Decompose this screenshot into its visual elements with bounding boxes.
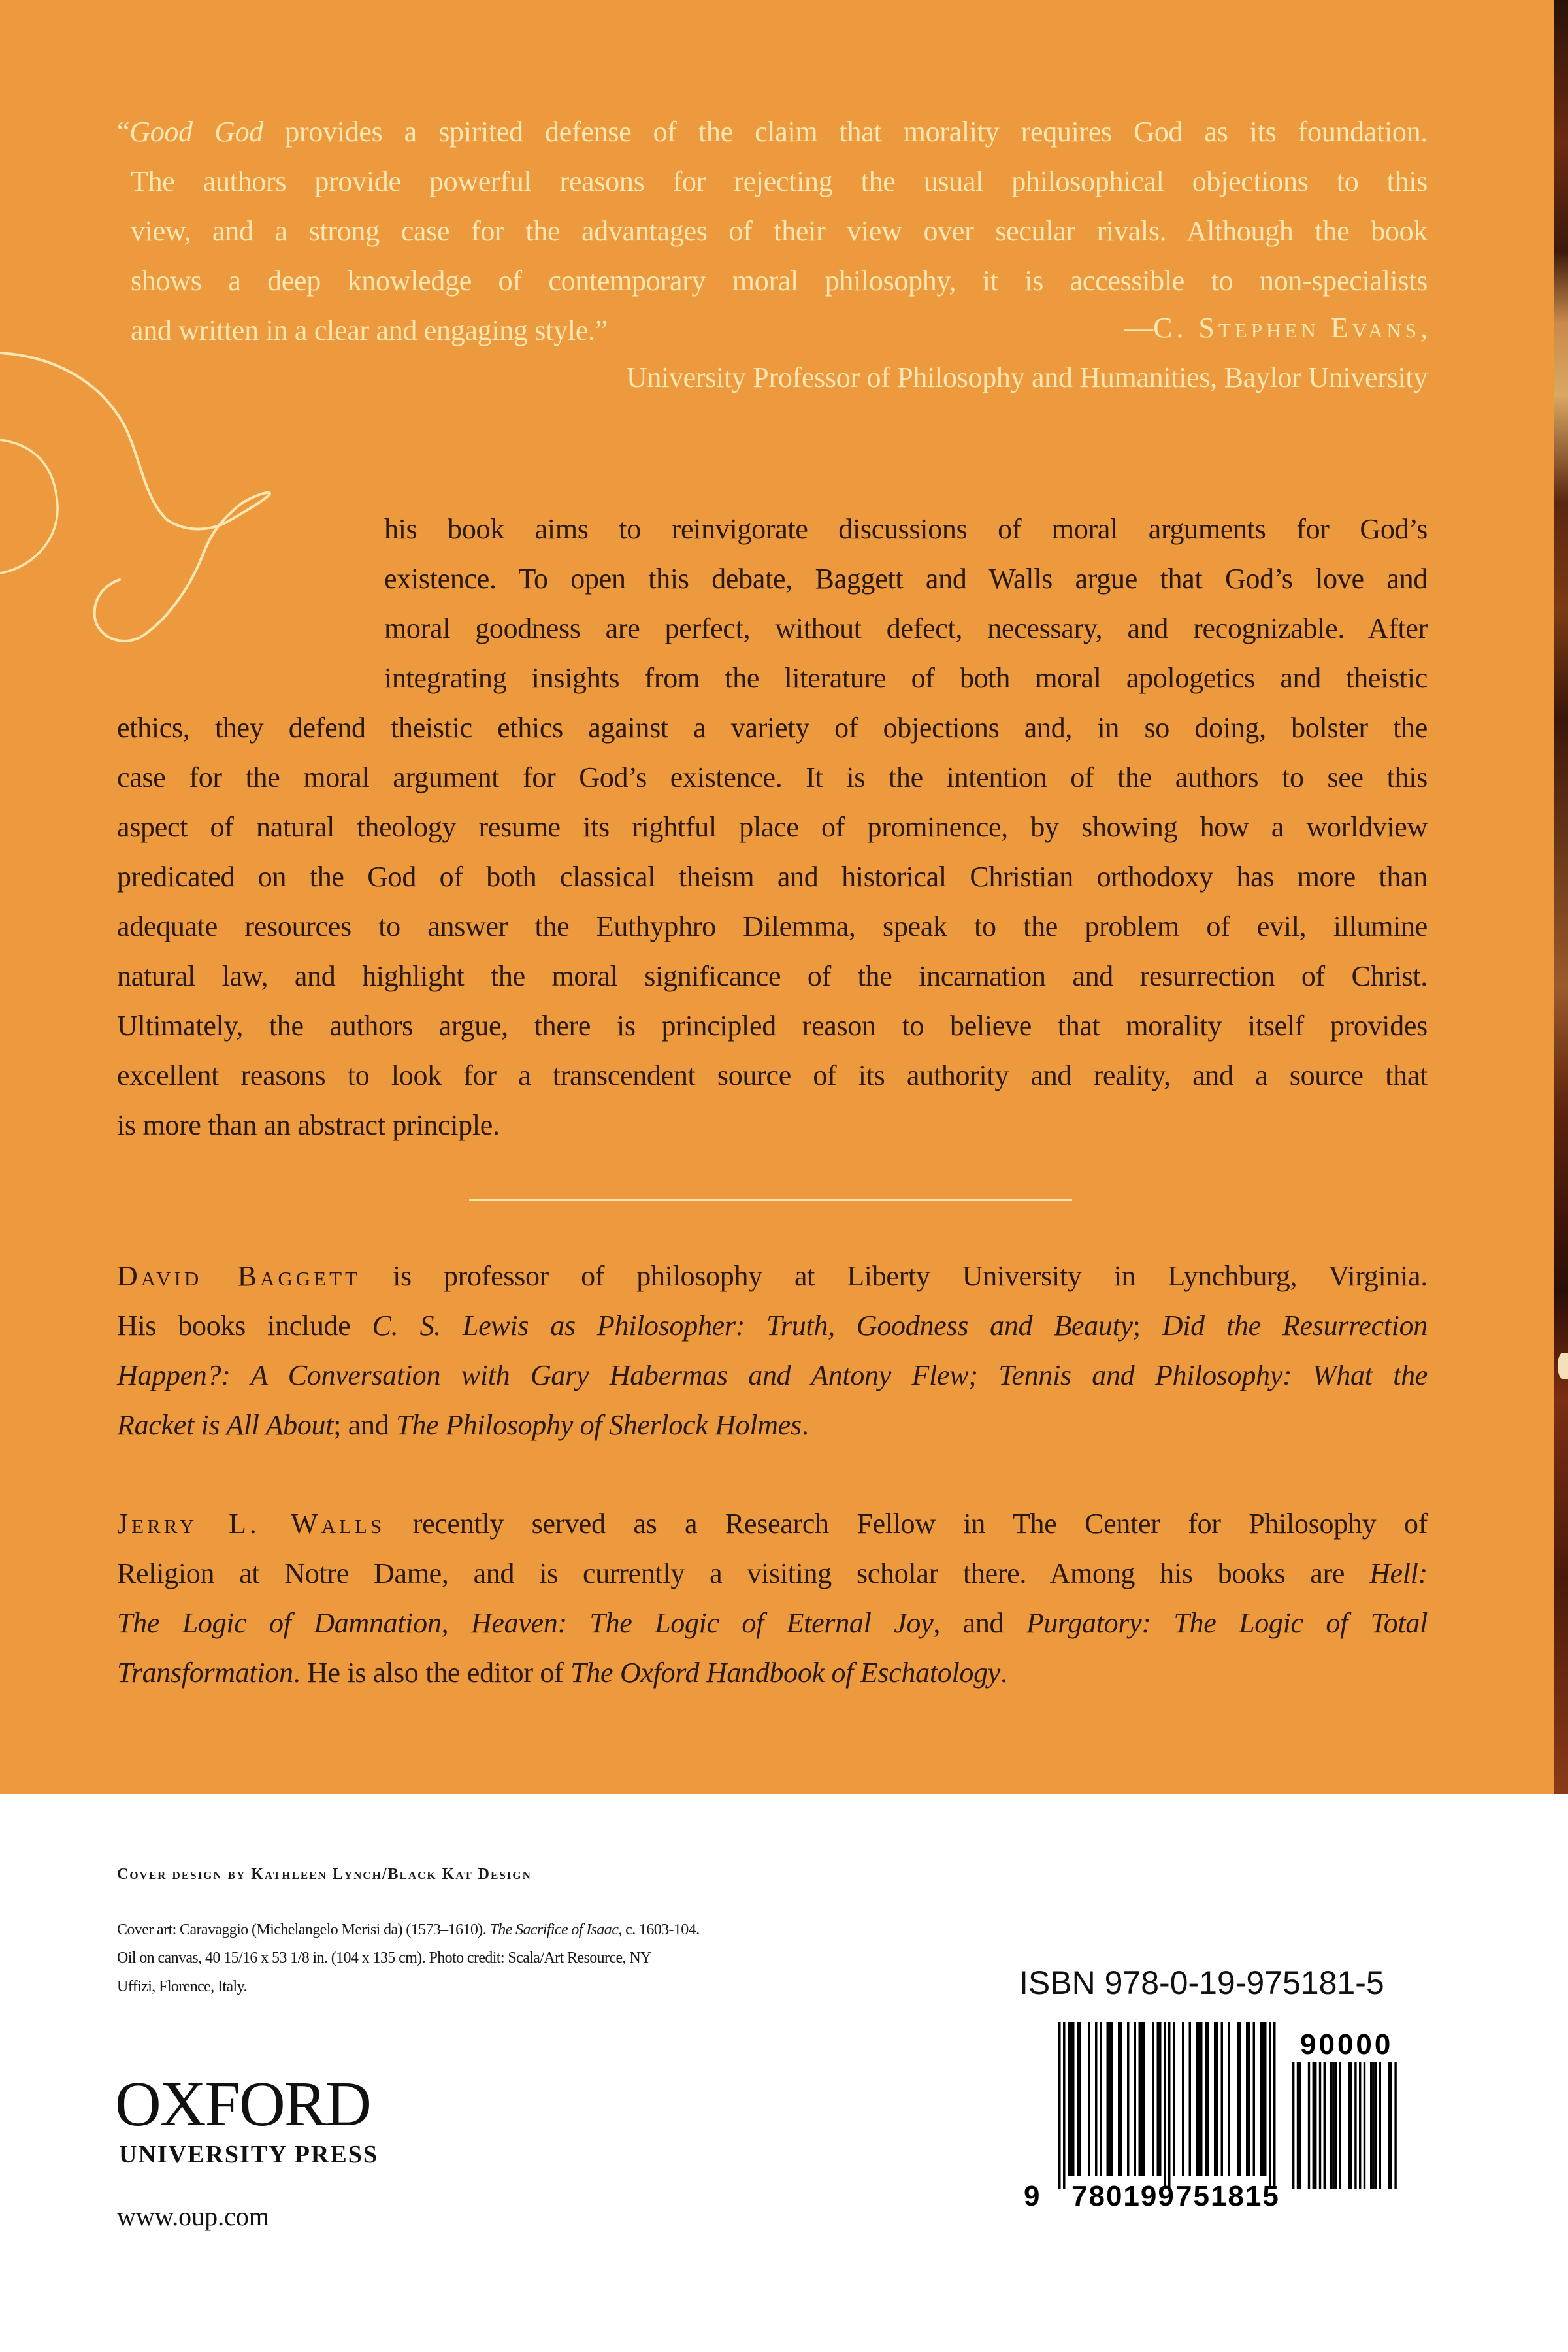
barcode-right-digits: 751815 <box>1176 2180 1280 2212</box>
text-run: existence. To open this debate, Baggett and Walls argue that God’s love and <box>384 563 1428 595</box>
barcode-bar <box>1200 2022 1203 2176</box>
barcode-bar <box>1118 2022 1120 2176</box>
text-line <box>117 1351 1428 1400</box>
barcode-bar <box>1058 2022 1061 2189</box>
publisher-website[interactable]: www.oup.com <box>117 2202 269 2231</box>
text-line <box>131 207 1428 256</box>
barcode-bar <box>1207 2022 1210 2176</box>
barcode-bar <box>1109 2022 1111 2176</box>
painting-highlight <box>1558 1353 1568 1379</box>
barcode-bar <box>1111 2022 1114 2176</box>
barcode-bar <box>1134 2022 1137 2176</box>
attribution-name: C. Stephen Evans <box>1153 312 1420 344</box>
text-run: The authors provide powerful reasons for rejecting the usual philosophical objections to this <box>131 165 1428 197</box>
barcode-bar <box>1253 2022 1256 2176</box>
text-line <box>131 157 1428 207</box>
barcode-bar <box>1239 2022 1242 2176</box>
text-line <box>117 952 1428 1001</box>
attribution-comma: , <box>1420 312 1428 344</box>
art-credit-text: Cover art: Caravaggio (Michelangelo Merisi da) (1573–1610). <box>117 1921 490 1938</box>
text-run: Ultimately, the authors argue, there is principled reason to believe that morality itself provides <box>117 1010 1428 1042</box>
cover-design-credit: Cover design by Kathleen Lynch/Black Kat Design <box>117 1866 532 1883</box>
barcode-bar <box>1249 2022 1251 2176</box>
barcode-bar <box>1143 2022 1146 2176</box>
barcode-bar <box>1221 2022 1224 2176</box>
barcode-addon-digits: 90000 <box>1300 2029 1394 2061</box>
italic-title: Transformation <box>117 1657 293 1689</box>
text-run: ; <box>1132 1310 1162 1342</box>
barcode-left-digits: 780199 <box>1071 2180 1175 2212</box>
text-line <box>384 604 1428 654</box>
publisher-logo-subname: UNIVERSITY PRESS <box>119 2141 378 2168</box>
text-run: adequate resources to answer the Euthyphro Dilemma, speak to the problem of evil, illumine <box>117 910 1428 942</box>
barcode-bar <box>1182 2022 1184 2176</box>
barcode-bar <box>1152 2022 1155 2176</box>
italic-title: Hell: <box>1369 1557 1428 1589</box>
barcode-bar <box>1079 2022 1082 2176</box>
barcode-addon-bar <box>1297 2062 1299 2189</box>
italic-title: Did the Resurrection <box>1162 1310 1428 1342</box>
text-run: excellent reasons to look for a transcendent source of its authority and reality, and a source that <box>117 1059 1428 1091</box>
text-line <box>384 654 1428 703</box>
barcode-bar <box>1237 2022 1239 2176</box>
barcode-bar <box>1068 2022 1070 2176</box>
barcode-bar <box>1228 2022 1230 2176</box>
italic-title: The Logic of Damnation <box>117 1607 442 1639</box>
text-line <box>117 1499 1428 1549</box>
italic-title: Good God <box>129 116 263 148</box>
barcode-addon-bar <box>1330 2062 1332 2189</box>
barcode-addon-bar <box>1350 2062 1352 2189</box>
text-run: and written in a clear and engaging style.” <box>131 314 608 346</box>
text-line <box>117 1101 1428 1150</box>
barcode-bar <box>1139 2022 1141 2176</box>
text-run: ethics, they defend theistic ethics against a variety of objections and, in so doing, bolster the <box>117 712 1428 744</box>
barcode-bar <box>1159 2022 1162 2176</box>
barcode-addon-bar <box>1394 2062 1396 2189</box>
text-line <box>117 1251 1428 1301</box>
italic-title: Happen?: A Conversation with Gary Habermas and Antony Flew; Tennis and Philosophy: What the <box>117 1359 1428 1391</box>
text-run: case for the moral argument for God’s existence. It is the intention of the authors to see this <box>117 761 1428 793</box>
barcode-bar <box>1269 2022 1271 2189</box>
text-run: view, and a strong case for the advantages of their view over secular rivals. Although the book <box>131 215 1428 247</box>
cover-painting-edge <box>1554 0 1568 1794</box>
text-line <box>117 1400 1428 1450</box>
text-run: “ <box>117 116 130 148</box>
text-line <box>117 803 1428 852</box>
cover-art-credit-line1 <box>117 1921 700 1939</box>
text-run: natural law, and highlight the moral significance of the incarnation and resurrection of Christ. <box>117 960 1428 992</box>
barcode-bar <box>1262 2022 1265 2176</box>
barcode-bar <box>1063 2022 1066 2189</box>
italic-title: Heaven: The Logic of Eternal Joy <box>470 1607 934 1639</box>
barcode-bar <box>1260 2022 1262 2176</box>
barcode-bar <box>1100 2022 1102 2176</box>
text-run: ; and <box>333 1409 397 1441</box>
barcode-bar <box>1214 2022 1217 2176</box>
barcode-bar <box>1095 2022 1098 2176</box>
barcode-bar <box>1217 2022 1219 2176</box>
barcode-bar <box>1189 2022 1192 2176</box>
barcode-first-digit: 9 <box>1024 2180 1040 2212</box>
barcode-bar <box>1198 2022 1201 2176</box>
barcode-addon-bar <box>1313 2062 1315 2189</box>
text-line <box>117 852 1428 902</box>
text-line <box>117 107 1428 157</box>
barcode-bar <box>1205 2022 1207 2176</box>
barcode-bar <box>1107 2022 1109 2176</box>
cover-art-credit-line2: Oil on canvas, 40 15/16 x 53 1/8 in. (104 x 135 cm). Photo credit: Scala/Art Resource, NY <box>117 1949 651 1966</box>
italic-title: The Philosophy of Sherlock Holmes <box>396 1409 802 1441</box>
text-line <box>117 1301 1428 1351</box>
barcode-bar <box>1196 2022 1198 2176</box>
barcode-addon-bar <box>1335 2062 1337 2189</box>
endorsement-attribution <box>1124 303 1428 353</box>
barcode-addon-bar <box>1319 2062 1321 2189</box>
barcode-addon-bar <box>1354 2062 1356 2189</box>
text-run: provides a spirited defense of the claim that morality requires God as its foundation. <box>263 116 1428 148</box>
barcode-addon-bar <box>1375 2062 1377 2189</box>
text-run: , <box>441 1607 471 1639</box>
italic-title: The Oxford Handbook of Eschatology <box>570 1657 1000 1689</box>
text-run: moral goodness are perfect, without defect, necessary, and recognizable. After <box>384 612 1428 644</box>
barcode-addon-bar <box>1372 2062 1374 2189</box>
artwork-title: The Sacrifice of Isaac <box>489 1921 619 1938</box>
barcode-addon-bar <box>1390 2062 1392 2189</box>
barcode-bar <box>1120 2022 1123 2176</box>
publisher-logo-name: OXFORD <box>115 2069 370 2140</box>
barcode-addon-bar <box>1324 2062 1326 2189</box>
barcode-bar <box>1173 2022 1175 2176</box>
barcode-bar <box>1141 2022 1143 2176</box>
text-run: recently served as a Research Fellow in The Center for Philosophy of <box>385 1508 1428 1540</box>
text-run: . He is also the editor of <box>293 1657 571 1689</box>
text-line <box>117 703 1428 753</box>
text-run: predicated on the God of both classical theism and historical Christian orthodoxy has more than <box>117 861 1428 893</box>
text-run: aspect of natural theology resume its rightful place of prominence, by showing how a worldview <box>117 811 1428 843</box>
italic-title: C. S. Lewis as Philosopher: Truth, Goodness and Beauty <box>372 1310 1133 1342</box>
barcode-addon-bar <box>1364 2062 1365 2189</box>
barcode-bar <box>1246 2022 1249 2176</box>
barcode-bar <box>1088 2022 1091 2176</box>
barcode-addon-bar <box>1370 2062 1372 2189</box>
drop-cap-flourish-icon <box>0 327 392 693</box>
italic-title: Purgatory: The Logic of Total <box>1026 1607 1428 1639</box>
barcode-bar <box>1273 2022 1276 2189</box>
barcode-addon-bar <box>1292 2062 1294 2189</box>
text-run: is more than an abstract principle. <box>117 1109 500 1141</box>
barcode-addon-bar <box>1359 2062 1361 2189</box>
text-line <box>117 1598 1428 1648</box>
text-run: His books include <box>117 1310 372 1342</box>
barcode-addon-bar <box>1308 2062 1310 2189</box>
text-line <box>384 554 1428 604</box>
text-line <box>117 1051 1428 1101</box>
text-run: . <box>801 1409 809 1441</box>
author-name: David Baggett <box>117 1260 361 1292</box>
barcode-addon-bar <box>1332 2062 1334 2189</box>
text-run: integrating insights from the literature of both moral apologetics and theistic <box>384 662 1428 694</box>
barcode-addon-bar <box>1348 2062 1350 2189</box>
text-run: Religion at Notre Dame, and is currently a visiting scholar there. Among his books are <box>117 1557 1370 1589</box>
text-run: , and <box>933 1607 1026 1639</box>
text-line <box>117 753 1428 803</box>
text-run: . <box>1000 1657 1007 1689</box>
barcode-bar <box>1157 2022 1160 2176</box>
barcode-addon-bar <box>1299 2062 1301 2189</box>
barcode-bar <box>1168 2022 1171 2189</box>
cover-art-credit-line3: Uffizi, Florence, Italy. <box>117 1978 247 1995</box>
text-line <box>117 1549 1428 1598</box>
text-line <box>131 256 1428 306</box>
text-line <box>117 1001 1428 1051</box>
barcode-addon-bar <box>1379 2062 1381 2189</box>
barcode-bar <box>1264 2022 1267 2176</box>
text-line <box>117 1648 1428 1698</box>
text-line <box>384 505 1428 554</box>
text-line <box>117 902 1428 952</box>
art-credit-date: , c. 1603-104. <box>618 1921 700 1938</box>
isbn-barcode <box>1013 2016 1418 2212</box>
attribution-dash: — <box>1124 312 1154 344</box>
barcode-bar <box>1164 2022 1166 2189</box>
text-run: is professor of philosophy at Liberty University in Lynchburg, Virginia. <box>361 1260 1428 1292</box>
endorsement-affiliation: University Professor of Philosophy and Humanities, Baylor University <box>626 361 1428 393</box>
italic-title: Racket is All About <box>117 1409 334 1441</box>
barcode-addon-bar <box>1339 2062 1341 2189</box>
section-divider <box>469 1199 1072 1201</box>
barcode-addon-bar <box>1315 2062 1316 2189</box>
text-run: shows a deep knowledge of contemporary moral philosophy, it is accessible to non-specialists <box>131 265 1428 297</box>
barcode-addon-bar <box>1388 2062 1390 2189</box>
barcode-bar <box>1077 2022 1079 2176</box>
barcode-bar <box>1070 2022 1073 2176</box>
author-name: Jerry L. Walls <box>117 1508 385 1540</box>
text-run: his book aims to reinvigorate discussions of moral arguments for God’s <box>384 513 1428 545</box>
isbn-label: ISBN 978-0-19-975181-5 <box>1019 1964 1384 2001</box>
barcode-bar <box>1127 2022 1130 2176</box>
barcode-bar <box>1072 2022 1075 2176</box>
